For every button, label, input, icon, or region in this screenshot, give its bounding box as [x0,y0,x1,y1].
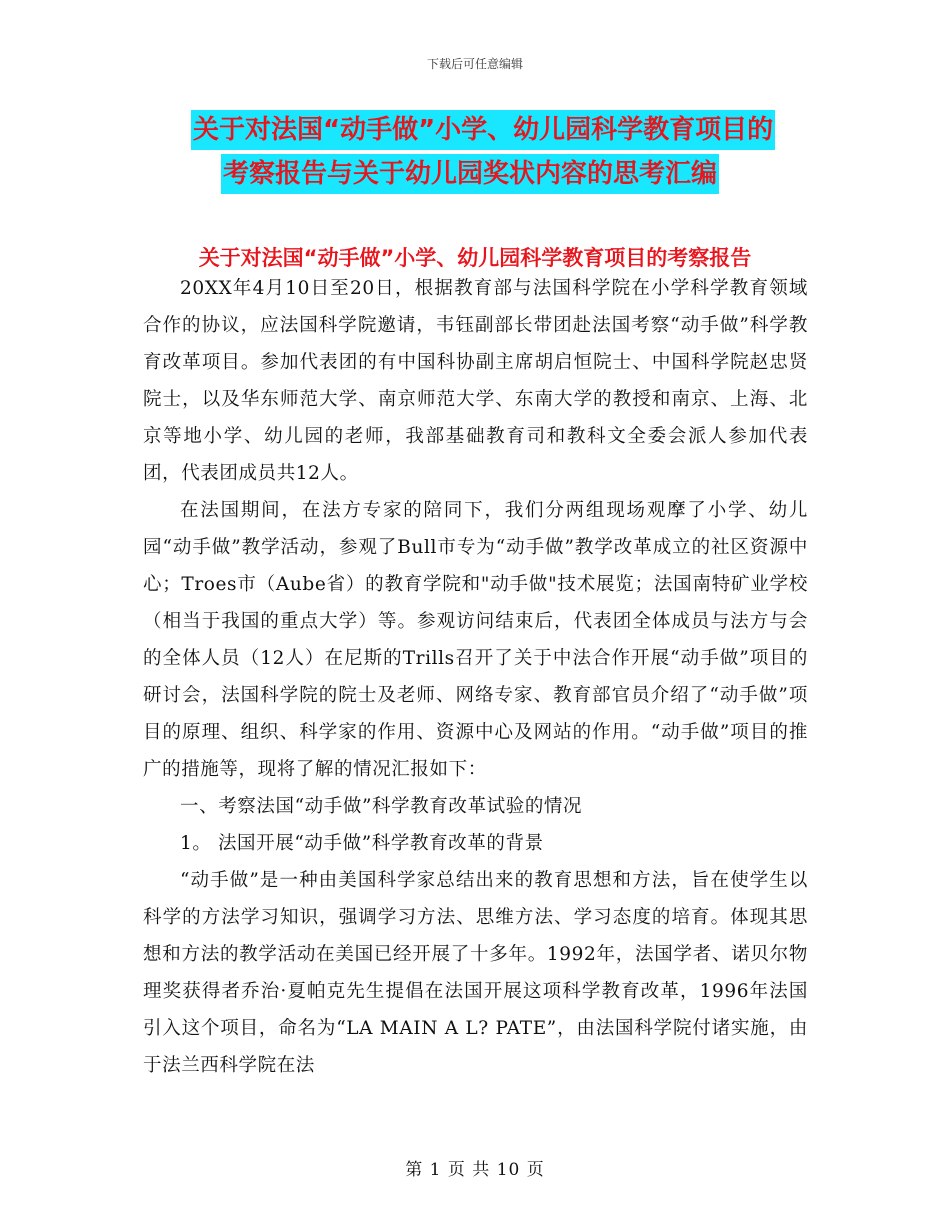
document-body [143,270,808,1084]
page-footer: 第 1 页 共 10 页 [405,1160,545,1180]
paragraph-3: 一、考察法国“动手做”科学教育改革试验的情况 [180,796,583,817]
paragraph-4: 1。 法国开展“动手做”科学教育改革的背景 [180,833,544,854]
paragraph-1: 20XX年4月10日至20日，根据教育部与法国科学院在小学科学教育领域合作的协议，应法国科学院邀请，韦钰副部长带团赴法国考察“动手做”科学教育改革项目。参加代表团的有中国科协副主席胡启恒院士、中国科学院赵忠贤院士，以及华东师范大学、南京师范大学、东南大学的教授和南京、上海、北京等地小学、幼儿园的老师，我部基础教育司和教科文全委会派人参加代表团，代表团成员共12人。 [143,278,808,484]
section-title: 关于对法国“动手做”小学、幼儿园科学教育项目的考察报告 [198,246,752,270]
paragraph-2: 在法国期间，在法方专家的陪同下，我们分两组现场观摩了小学、幼儿园“动手做”教学活动，参观了Bull市专为“动手做”教学改革成立的社区资源中心；Troes市（Aube省）的教育学院和"动手做"技术展览；法国南特矿业学校（相当于我国的重点大学）等。参观访问结束后，代表团全体成员与法方与会的全体人员（12人）在尼斯的Trills召开了关于中法合作开展“动手做”项目的研讨会，法国科学院的院士及老师、网络专家、教育部官员介绍了“动手做”项目的原理、组织、科学家的作用、资源中心及网站的作用。“动手做”项目的推广的措施等，现将了解的情况汇报如下： [143,500,808,780]
paragraph-5: “动手做”是一种由美国科学家总结出来的教育思想和方法，旨在使学生以科学的方法学习知识，强调学习方法、思维方法、学习态度的培育。体现其思想和方法的教学活动在美国已经开展了十多年。1992年，法国学者、诺贝尔物理奖获得者乔治·夏帕克先生提倡在法国开展这项科学教育改革，1996年法国引入这个项目，命名为“LA MAIN A L? PATE”，由法国科学院付诸实施，由于法兰西科学院在法 [143,870,808,1076]
main-title-line-1: 关于对法国“动手做”小学、幼儿园科学教育项目的 [191,110,775,150]
main-title-line-2: 考察报告与关于幼儿园奖状内容的思考汇编 [221,154,719,194]
header-note: 下载后可任意编辑 [426,57,523,71]
